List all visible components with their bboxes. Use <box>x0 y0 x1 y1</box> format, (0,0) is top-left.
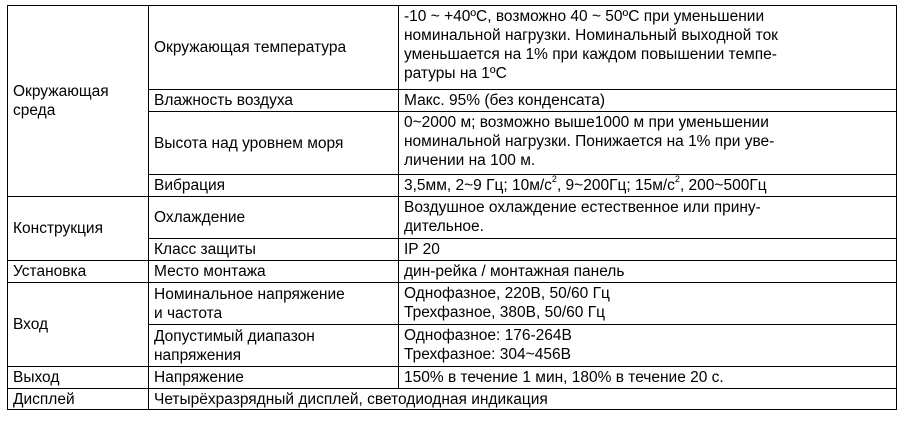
param-name: Класс защиты <box>149 239 399 261</box>
param-value <box>399 6 897 90</box>
value-line: Однофазное, 220В, 50/60 Гц <box>404 285 610 302</box>
value-line: -10 ~ +40ºC, возможно 40 ~ 50ºC при уменьшении <box>404 8 765 25</box>
param-value: Четырёхразрядный дисплей, светодиодная индикация <box>149 389 897 410</box>
section-cell <box>8 389 149 410</box>
table-row <box>8 261 897 283</box>
value-text: , 9~200Гц; 15м/с <box>556 177 675 194</box>
value-line <box>404 173 891 195</box>
section-label: Вход <box>13 316 49 333</box>
section-cell <box>8 6 149 197</box>
value-line: Однофазное: 176-264В <box>404 327 572 344</box>
value-line: номинальной нагрузки. Понижается на 1% при уве- <box>404 133 775 150</box>
value-line: Воздушное охлаждение естественное или прину- <box>404 199 761 216</box>
param-value <box>399 283 897 325</box>
param-name <box>149 283 399 325</box>
section-cell <box>8 367 149 389</box>
value-line: дин-рейка / монтажная панель <box>404 263 625 280</box>
section-cell <box>8 261 149 283</box>
section-label: Установка <box>13 263 87 280</box>
value-line: дительное. <box>404 218 484 235</box>
param-value <box>399 367 897 389</box>
param-value <box>399 325 897 367</box>
superscript: 2 <box>674 173 680 184</box>
section-label: Выход <box>13 369 60 386</box>
table-row <box>8 283 897 325</box>
param-name <box>149 325 399 367</box>
value-line: Трехфазное, 380В, 50/60 Гц <box>404 304 605 321</box>
param-value <box>399 261 897 283</box>
section-cell <box>8 283 149 367</box>
section-cell <box>8 197 149 261</box>
section-label: Окружающая среда <box>13 83 109 119</box>
section-label: Конструкция <box>13 220 103 237</box>
param-value <box>399 175 897 197</box>
superscript: 2 <box>551 173 557 184</box>
param-name: Напряжение <box>149 367 399 389</box>
table-row <box>8 389 897 410</box>
value-text: , 200~500Гц <box>679 177 767 194</box>
value-line: Макс. 95% (без конденсата) <box>404 92 606 109</box>
value-line: 0~2000 м; возможно выше1000 м при уменьшении <box>404 114 769 131</box>
param-name: Место монтажа <box>149 261 399 283</box>
param-name-line: напряжения <box>154 346 242 364</box>
param-name: Высота над уровнем моря <box>149 112 399 175</box>
param-name: Охлаждение <box>149 197 399 239</box>
value-line: номинальной нагрузки. Номинальный выходной ток <box>404 27 778 44</box>
param-name: Влажность воздуха <box>149 90 399 112</box>
value-line: 150% в течение 1 мин, 180% в течение 20 с. <box>404 369 724 386</box>
param-value <box>399 112 897 175</box>
table-row <box>8 197 897 239</box>
param-value <box>399 90 897 112</box>
value-line: IP 20 <box>404 241 440 258</box>
param-value <box>399 197 897 239</box>
param-name: Вибрация <box>149 175 399 197</box>
value-line: ратуры на 1ºC <box>404 65 507 82</box>
table-row <box>8 367 897 389</box>
param-value <box>399 239 897 261</box>
param-name-line: Допустимый диапазон <box>154 327 315 345</box>
param-name-line: и частота <box>154 304 223 322</box>
value-line: Трехфазное: 304~456В <box>404 346 571 363</box>
specifications-table <box>7 5 897 410</box>
param-name-line: Номинальное напряжение <box>154 285 345 303</box>
param-name: Окружающая температура <box>149 6 399 90</box>
value-text: 3,5мм, 2~9 Гц; 10м/с <box>404 177 552 194</box>
section-label: Дисплей <box>13 390 75 408</box>
value-line: уменьшается на 1% при каждом повышении темпе- <box>404 46 777 63</box>
value-line: личении на 100 м. <box>404 152 536 169</box>
table-row <box>8 6 897 90</box>
